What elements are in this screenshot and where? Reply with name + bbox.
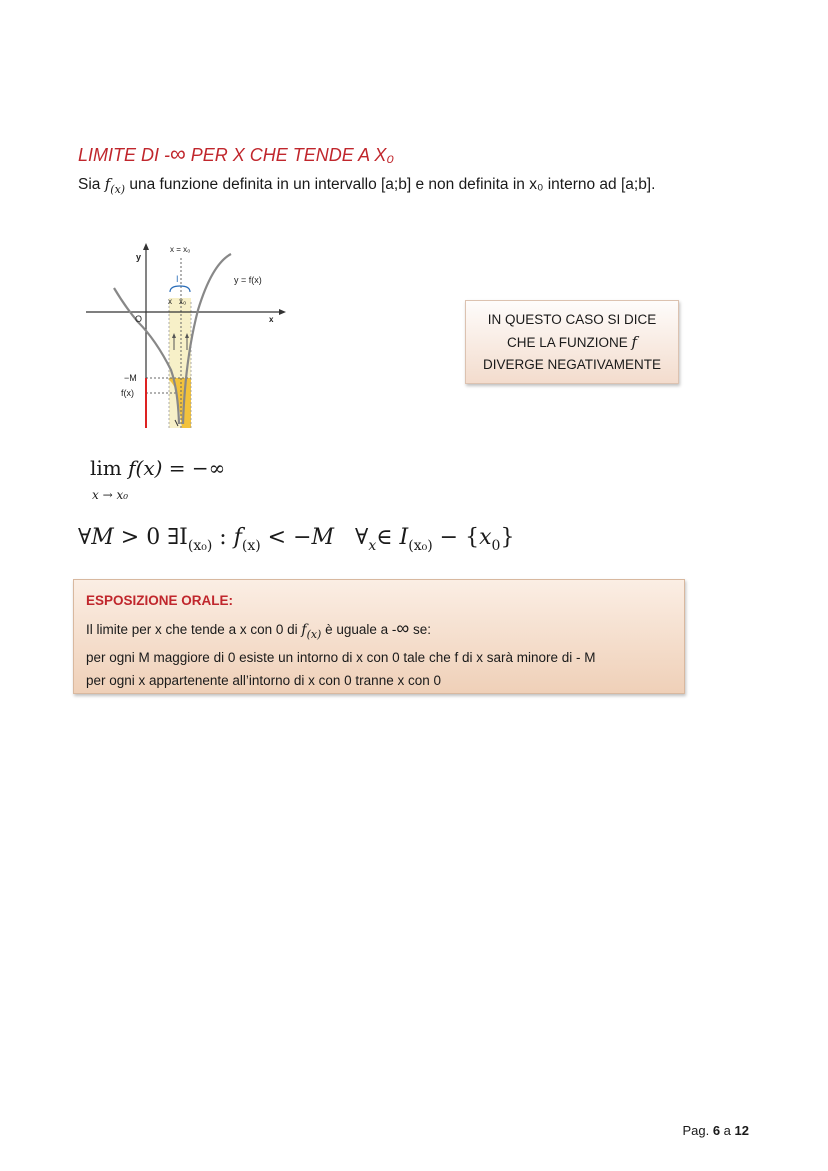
label-fx: f(x) (121, 388, 134, 398)
q-M2: M (311, 525, 335, 550)
label-minus-m: −M (124, 373, 137, 383)
heading-prefix: LIMITE DI - (78, 145, 171, 165)
oral-line-1 (86, 617, 672, 646)
label-origin: O (135, 314, 143, 324)
q-forall-2: ∀ (334, 525, 369, 550)
limit-f: f (128, 456, 136, 480)
intro-fx: f (104, 175, 111, 193)
q-close-brace: } (500, 525, 515, 550)
q-I-sub: (x₀) (187, 538, 213, 554)
q-I: I (399, 525, 409, 550)
interval-brace (170, 286, 190, 292)
label-x: x (168, 297, 172, 306)
x-axis-arrow (279, 309, 286, 315)
footer-prefix: Pag. (682, 1123, 713, 1138)
callout-line-3: DIVERGE NEGATIVAMENTE (482, 356, 662, 372)
label-x0: x₀ (179, 297, 187, 306)
page-footer (682, 1123, 749, 1138)
label-I: I (176, 274, 179, 284)
footer-page-number: 6 (712, 1123, 721, 1138)
limit-arg: (x) (135, 456, 163, 480)
oral-line-3: per ogni x appartenente all’intorno di x con 0 tranne x con 0 (86, 673, 441, 688)
oral-infinity-symbol: ∞ (396, 618, 410, 638)
heading-suffix: PER X CHE TENDE A X₀ (185, 145, 394, 165)
label-y: y (136, 252, 142, 262)
q-in: ∈ (376, 525, 400, 550)
callout-line-1: IN QUESTO CASO SI DICE (487, 311, 657, 327)
oral-line-1b: è uguale a - (321, 622, 397, 637)
q-f-sub: (x) (241, 538, 261, 554)
oral-line-1c: se: (409, 622, 432, 637)
quantifier-definition (78, 525, 514, 554)
footer-mid: a (720, 1123, 735, 1138)
q-f: f (233, 525, 242, 550)
oral-line-2: per ogni M maggiore di 0 esiste un intorno di x con 0 tale che f di x sarà minore di - M (86, 650, 596, 665)
q-x-sub: x (368, 538, 377, 554)
q-colon: : (212, 525, 234, 550)
oral-exposition-box (73, 579, 685, 694)
y-axis-arrow (143, 243, 149, 250)
q-forall: ∀ (78, 525, 92, 550)
function-graph (86, 240, 296, 432)
callout-box (465, 300, 679, 384)
limit-lim: lim (90, 456, 122, 480)
q-minus-set: − { (432, 525, 480, 550)
q-exists-I: > 0 ∃I (113, 525, 188, 550)
limit-subscript: x → x₀ (92, 488, 129, 502)
q-x0: x (479, 525, 492, 550)
infinity-symbol: ∞ (170, 141, 186, 166)
label-curve: y = f(x) (234, 275, 262, 285)
limit-eq: = −∞ (168, 456, 226, 480)
q-x0-sub: 0 (491, 538, 501, 554)
callout-f: f (631, 332, 638, 351)
limit-expression (90, 456, 225, 480)
oral-f: f (301, 622, 307, 638)
q-less: < − (260, 525, 312, 550)
section-heading (78, 141, 394, 167)
label-axis-x: x (269, 315, 274, 324)
q-I2-sub: (x₀) (408, 538, 433, 554)
footer-total-pages: 12 (734, 1123, 749, 1138)
intro-paragraph (78, 170, 750, 204)
intro-fx-sub: (x) (110, 183, 126, 196)
oral-f-sub: (x) (306, 628, 322, 641)
callout-line-2 (466, 331, 678, 354)
oral-line-1a: Il limite per x che tende a x con 0 di (86, 622, 302, 637)
intro-word: Sia (78, 176, 105, 193)
callout-line-2a: CHE LA FUNZIONE (506, 334, 632, 350)
label-x-eq-x0: x = x₀ (170, 245, 191, 254)
q-M: M (91, 525, 114, 550)
intro-text: una funzione definita in un intervallo [a;b] e non definita in x₀ interno ad [a;b]. (125, 176, 656, 193)
oral-title: ESPOSIZIONE ORALE: (86, 593, 234, 608)
